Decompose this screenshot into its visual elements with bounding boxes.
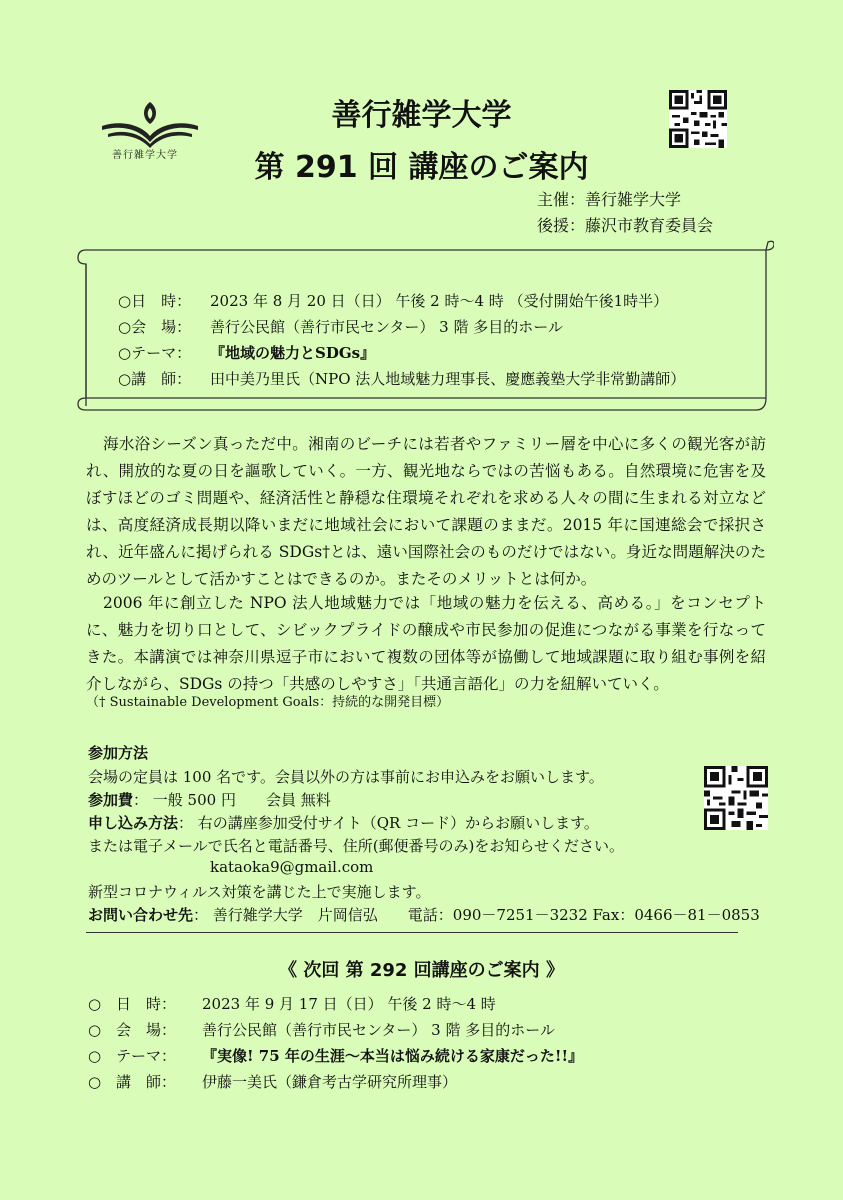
supporter: 後援：藤沢市教育委員会 bbox=[537, 216, 714, 235]
organizer: 主催：善行雑学大学 bbox=[537, 190, 682, 209]
description-paragraph: 2006 年に創立した NPO 法人地域魅力では「地域の魅力を伝える、高める。」をコンセプトに、魅力を切り口として、シビックプライドの醸成や市民参加の促進につながる事業を行なってきた。本講演では神奈川県逗子市において複数の団体等が協働して地域課題に取り組む事例を紹介しながら、SDGs の持つ「共感のしやすさ」「共通言語化」の力を紐解いていく。 bbox=[86, 594, 766, 693]
email-instructions: または電子メールで氏名と電話番号、住所(郵便番号のみ)をお知らせください。 bbox=[88, 837, 624, 855]
intro-paragraph: 海水浴シーズン真っただ中。湘南のビーチには若者やファミリー層を中心に多くの観光客が訪れ、開放的な夏の日を謳歌していく。一方、観光地ならではの苦悩もある。自然環境に危害を及ぼすほどのゴミ問題や、経済活性と静穏な住環境それぞれを求める人々の間に生まれる対立などは、高度経済成長期以降いまだに地域社会において課題のままだ。2015 年に国連総会で採択され、近年盛んに掲げられる SDGs†とは、遠い国際社会のものだけではない。身近な問題解決のためのツールとして活かすことはできるのか。またそのメリットとは何か。 bbox=[86, 435, 766, 588]
divider bbox=[86, 932, 738, 933]
participation-heading: 参加方法 bbox=[88, 744, 149, 762]
next-theme: ○ テーマ： 『実像! 75 年の生涯～本当は悩み続ける家康だった!!』 bbox=[88, 1047, 584, 1065]
event-theme: ○テーマ： 『地域の魅力とSDGs』 bbox=[118, 344, 376, 362]
page-title: 善行雑学大学 bbox=[331, 98, 512, 133]
lecture-title: 第 291 回 講座のご案内 bbox=[254, 150, 589, 185]
contact-email[interactable]: kataoka9@gmail.com bbox=[210, 858, 374, 876]
registration-qr-code-icon[interactable] bbox=[702, 766, 770, 830]
event-lecturer: ○講 師： 田中美乃里氏（NPO 法人地域魅力理事長、慶應義塾大学非常勤講師） bbox=[118, 370, 686, 388]
sdgs-footnote: （† Sustainable Development Goals：持続的な開発目標） bbox=[86, 695, 450, 710]
capacity-text: 会場の定員は 100 名です。会員以外の方は事前にお申込みをお願いします。 bbox=[88, 768, 604, 786]
fee-line: 参加費： 一般 500 円 会員 無料 bbox=[88, 791, 331, 809]
event-date: ○日 時： 2023 年 8 月 20 日（日） 午後 2 時～4 時 （受付開始午後1時半） bbox=[118, 292, 669, 310]
covid-notice: 新型コロナウィルス対策を講じた上で実施します。 bbox=[88, 883, 431, 901]
next-lecture-title: 《 次回 第 292 回講座のご案内 》 bbox=[279, 960, 564, 981]
qr-code-icon bbox=[668, 90, 728, 148]
next-venue: ○ 会 場： 善行公民館（善行市民センター） 3 階 多目的ホール bbox=[88, 1021, 555, 1039]
next-lecturer: ○ 講 師： 伊藤一美氏（鎌倉考古学研究所理事） bbox=[88, 1073, 458, 1091]
event-venue: ○会 場： 善行公民館（善行市民センター） 3 階 多目的ホール bbox=[118, 318, 563, 336]
contact-line: お問い合わせ先： 善行雑学大学 片岡信弘 電話：090－7251－3232 Fax：0466－81－0853 bbox=[88, 906, 760, 924]
apply-line: 申し込み方法： 右の講座参加受付サイト（QR コード）からお願いします。 bbox=[88, 814, 599, 832]
logo-caption: 善行雑学大学 bbox=[112, 150, 178, 161]
next-date: ○ 日 時： 2023 年 9 月 17 日（日） 午後 2 時～4 時 bbox=[88, 995, 496, 1013]
